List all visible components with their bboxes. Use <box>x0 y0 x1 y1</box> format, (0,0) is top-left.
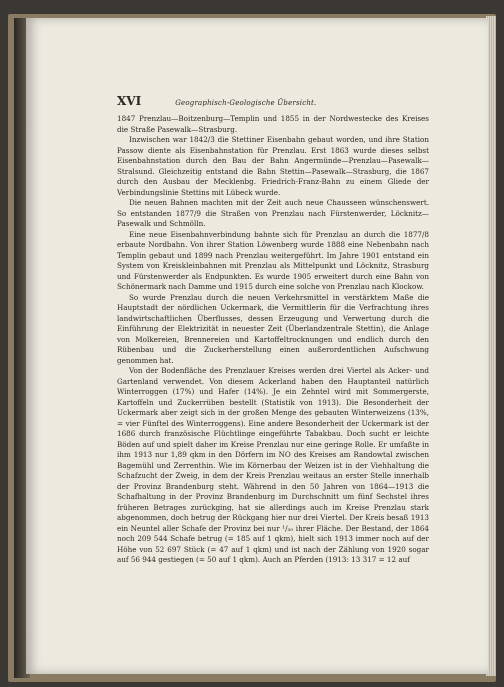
paragraph: Von der Bodenfläche des Prenzlauer Kreises werden drei Viertel als Acker- und Gartenland verwendet. Von diesem Ackerland haben den Hauptanteil natürlich Winterroggen (17%) und Hafer (14%). Je ein Zehntel wird mit Sommergerste, Kartoffeln und Zuckerrüben bestellt (Statistik von 1913). Die Besonderheit der Uckermark aber zeigt sich in der großen Menge des gebauten Winterweizens (13%, = vier Fünftel des Winterroggens). Eine andere Besonderheit der Uckermark ist der 1686 durch französische Flüchtlinge eingeführte Tabakbau. Doch sucht er leichte Böden auf und spielt daher im Kreise Prenzlau nur eine geringe Rolle. Er umfaßte in ihm 1913 nur 1,89 qkm in den Dörfern im NO des Kreises am Randowtal zwischen Bagemühl und Zerrenthin. Wie im Körnerbau der Weizen ist in der Viehhaltung die Schafzucht der Zweig, in dem der Kreis Prenzlau weitaus an erster Stelle innerhalb der Provinz Brandenburg steht. Während in den 50 Jahren von 1864—1913 die Schafhaltung in der Provinz Brandenburg im Durchschnitt um fünf Sechstel ihres früheren Betrages zurückging, hat sie allerdings auch im Kreise Prenzlau stark abgenommen, doch betrug der Rückgang hier nur drei Viertel. Der Kreis besaß 1913 ein Neuntel aller Schafe der Provinz bei nur ¹/₃₀ ihrer Fläche. Der Bestand, der 1864 noch 209 544 Schafe betrug (= 185 auf 1 qkm), hielt sich 1913 immer noch auf der Höhe von 52 697 Stück (= 47 auf 1 qkm) und ist nach der Zählung von 1920 sogar auf 56 944 gestiegen (= 50 auf 1 qkm). Auch an Pferden (1913: 13 317 = 12 auf <box>117 366 429 564</box>
running-head: Geographisch-Geologische Übersicht. <box>175 99 317 107</box>
body-text <box>117 114 429 566</box>
page-header <box>117 94 429 108</box>
page-number: XVI <box>117 94 142 108</box>
paragraph: 1847 Prenzlau—Boitzenburg—Templin und 1855 in der Nordwestecke des Kreises die Straße Pasewalk—Strasburg. <box>117 114 429 134</box>
paragraph: Inzwischen war 1842/3 die Stettiner Eisenbahn gebaut worden, und ihre Station Passow diente als Eisenbahnstation für Prenzlau. Erst 1863 wurde dieses selbst Eisenbahnstation durch den Bau der Bahn Angermünde—Prenzlau—Pasewalk—Stralsund. Gleichzeitig entstand die Bahn Stettin—Pasewalk—Strasburg, die 1867 durch den Ausbau der Mecklenbg. Friedrich-Franz-Bahn zu einem Gliede der Verbindungslinie Stettins mit Lübeck wurde. <box>117 135 429 197</box>
paragraph: Die neuen Bahnen machten mit der Zeit auch neue Chausseen wünschenswert. So entstanden 1877/9 die Straßen von Prenzlau nach Fürstenwerder, Löcknitz—Pasewalk und Schmölln. <box>117 198 429 228</box>
paragraph: So wurde Prenzlau durch die neuen Verkehrsmittel in verstärktem Maße die Hauptstadt der nördlichen Uckermark, die Vermittlerin für die Verfrachtung ihres landwirtschaftlichen Überflusses, dessen Erzeugung und Verwertung durch die Einführung der Elektrizität in neuester Zeit (Überlandzentrale Stettin), die Anlage von Molkereien, Brennereien und Kartoffeltrocknungen und endlich durch den Rübenbau und die Zuckerherstellung einen außerordentlichen Aufschwung genommen hat. <box>117 292 429 365</box>
paragraph: Eine neue Eisenbahnverbindung bahnte sich für Prenzlau an durch die 1877/8 erbaute Nordbahn. Von ihrer Station Löwenberg wurde 1888 eine Nebenbahn nach Templin gebaut und 1899 nach Prenzlau weitergeführt. Im Jahre 1901 entstand ein System von Kreiskleinbahnen mit Prenzlau als Mittelpunkt und Löcknitz, Strasburg und Fürstenwerder als Endpunkten. Es wurde 1905 erweitert durch eine Bahn von Schönermark nach Damme und 1915 durch eine solche von Prenzlau nach Klockow. <box>117 229 429 291</box>
